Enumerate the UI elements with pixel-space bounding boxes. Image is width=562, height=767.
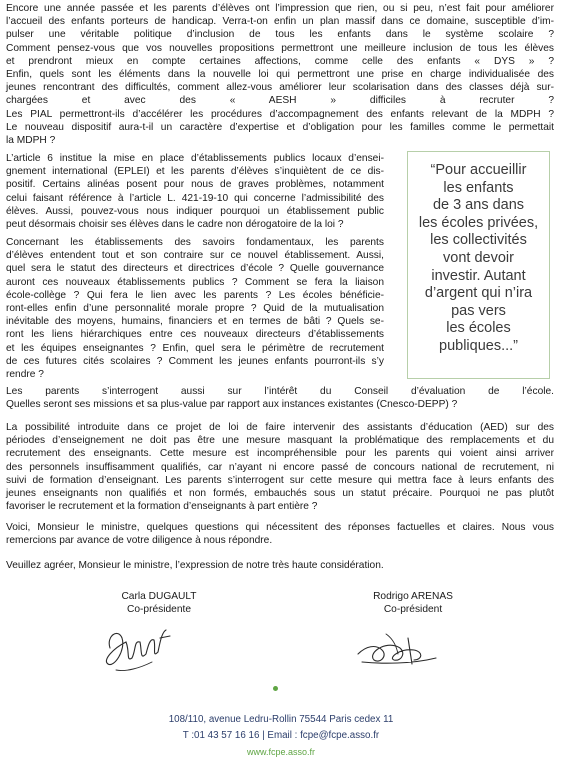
signatory-block-2 [333, 590, 493, 616]
text-line: Veuillez agréer, Monsieur le ministre, l’expression de notre très haute considération. [6, 560, 384, 571]
text-line: d’élèves entendent tout et son contraire sur ce nouvel établissement. Aussi, [6, 250, 384, 262]
pull-quote-box [407, 151, 550, 379]
text-line: positif. Certains alinéas posent pour nous de graves problèmes, notamment [6, 179, 384, 191]
text-line: Voici, Monsieur le ministre, quelques questions qui nécessitent des réponses factuelles et claires. Nous vous [6, 522, 554, 533]
text-line: les enfants [443, 179, 514, 196]
text-line: Les parents s’interrogent aussi sur l’intérêt du Conseil d’évaluation de l’école. [6, 386, 554, 397]
text-line: Enfin, quels sont les éléments dans la nouvelle loi qui permettront une prise en charge individualisée des [6, 69, 554, 81]
text-line: L’article 6 institue la mise en place d’établissements publics locaux d’ensei- [6, 153, 384, 164]
text-line: des personnels insuffisamment qualifiés, car n’ayant ni encore passé de concours national de recrutement, ni [6, 461, 554, 473]
text-line: La possibilité introduite dans ce projet de loi de faire intervenir des assistants d’éducation (AED) sur des [6, 422, 554, 433]
text-line: Comment pensez-vous que vos nouvelles propositions permettront une meilleure inclusion de tous les élèves [6, 42, 554, 54]
text-line: inévitable des moyens, humains, financiers et en termes de bâti ? Quels se- [6, 316, 384, 328]
footer-website-link[interactable]: www.fcpe.asso.fr [246, 747, 316, 757]
text-line: de 3 ans dans [432, 197, 525, 214]
text-line: et les équipes enseignantes ? Enfin, quel sera le périmètre de recrutement [6, 342, 384, 354]
footer-address: 108/110, avenue Ledru-Rollin 75544 Paris cedex 11 [168, 714, 394, 725]
text-line: les écoles privées, [418, 214, 539, 231]
paragraph-closing-questions [6, 521, 554, 547]
text-line: l’accueil des enfants porteurs de handicap. Verra-t-on enfin un plan massif dans ce domaine, susceptible d’im- [6, 16, 554, 28]
text-line: d’argent qui n’ira [424, 285, 533, 302]
text-line: investir. Autant [431, 267, 526, 284]
text-line: Les PIAL permettront-ils d’accélérer les procédures d’accompagnement des enfants relevant de la MDPH ? [6, 108, 554, 120]
text-line: jeunes rencontrant des difficultés, comment allez-vous améliorer leur scolarisation dans des classes déjà sur- [6, 82, 554, 94]
text-line: ront les liens hiérarchiques entre ces nouveaux directeurs d’établissements [6, 329, 384, 341]
text-line: les écoles [446, 320, 511, 337]
text-line: chargées et avec des « AESH » difficiles à recruter ? [6, 95, 554, 107]
text-line: auront ces nouveaux établissements publics ? Comment se fera la liaison [6, 276, 384, 288]
text-line: rendre ? [6, 369, 44, 381]
text-line: de ces futures cités scolaires ? Comment les jeunes enfants pourront-ils s’y [6, 355, 384, 367]
text-line: pas vers [451, 302, 506, 319]
text-line: recrutement des enseignants. Cette mesure est incompréhensible pour les parents qui voient ainsi arriver [6, 448, 554, 460]
text-line: favoriser le recrutement et la formation d’enseignants à part entière ? [6, 501, 318, 513]
text-line: gnement international (EPLEI) et les parents d’élèves s’inquiètent de ce dis- [6, 166, 384, 178]
text-line: vont devoir [443, 249, 514, 266]
paragraph-fundamental-knowledge-schools [6, 236, 384, 381]
text-line: quel sera le statut des directeurs et directrices d’école ? Quelle gouvernance [6, 263, 384, 275]
text-line: périodes d’enseignement ne doit pas être une mesure masquant la problématique des remplacements et du [6, 435, 554, 447]
paragraph-education-assistants [6, 421, 554, 513]
text-line: Encore une année passée et les parents d’élèves ont l’impression que rien, ou si peu, n’est fait pour améliorer [6, 3, 554, 14]
signatory-block-1 [79, 590, 239, 616]
paragraph-disability-inclusion [6, 2, 554, 147]
paragraph-article-6-eplei [6, 152, 384, 231]
paragraph-closing-formula [6, 559, 554, 572]
text-line: “Pour accueillir [430, 162, 527, 178]
signatory-role: Co-présidente [127, 604, 191, 615]
text-line: pulser une véritable politique d’inclusion de tous les enfants dans le système scolaire ? [6, 29, 554, 41]
text-line: les collectivités [430, 232, 527, 249]
text-line: et prendront mieux en compte certaines affections, comme celle des enfants « DYS » ? [6, 55, 554, 67]
text-line: Concernant les établissements des savoirs fondamentaux, les parents [6, 237, 384, 248]
handwritten-signature-1 [96, 618, 176, 678]
signatory-name: Rodrigo ARENAS [373, 591, 453, 602]
text-line: Le nouveau dispositif aura-t-il un caractère d’expertise et d’obligation pour les familles comme le permettait [6, 121, 554, 133]
handwritten-signature-2 [352, 624, 442, 674]
text-line: peut désormais choisir ses élèves dans le cadre non dérogatoire de la loi ? [6, 219, 344, 231]
text-line: remercions par avance de votre diligence à nous répondre. [6, 535, 273, 547]
text-line: la MDPH ? [6, 135, 56, 147]
text-line: celui faisant référence à l’article L. 421-19-10 qui concerne l’admissibilité des [6, 192, 384, 204]
text-line: Quelles seront ses missions et sa plus-value par rapport aux instances existantes (Cnesco-DEPP) ? [6, 399, 458, 411]
text-line: élèves. Aussi, pouvez-vous nous indiquer pourquoi un établissement public [6, 205, 384, 217]
signatory-name: Carla DUGAULT [121, 591, 197, 602]
footer-contact: T :01 43 57 16 16 | Email : fcpe@fcpe.asso.fr [182, 730, 380, 741]
text-line: publiques...” [439, 337, 518, 354]
text-line: ront-elles enfin d’une personnalité morale propre ? Quid de la mutualisation [6, 303, 384, 315]
signatory-role: Co-président [383, 604, 443, 615]
pull-quote-text [408, 162, 549, 356]
paragraph-evaluation-council [6, 385, 554, 411]
text-line: jeunes enseignants non qualifiés et non formés, embauchés sous un statut précaire. Pourquoi ne pas plutôt [6, 488, 554, 500]
text-line: suivi de formation d’enseignant. Les parents s’interrogent sur cette mesure qui mettra face à leurs enfants des [6, 474, 554, 486]
footer-dot-ornament [273, 686, 278, 691]
text-line: école-collège ? Qui fera le lien avec les parents ? Les écoles bénéficie- [6, 289, 384, 301]
